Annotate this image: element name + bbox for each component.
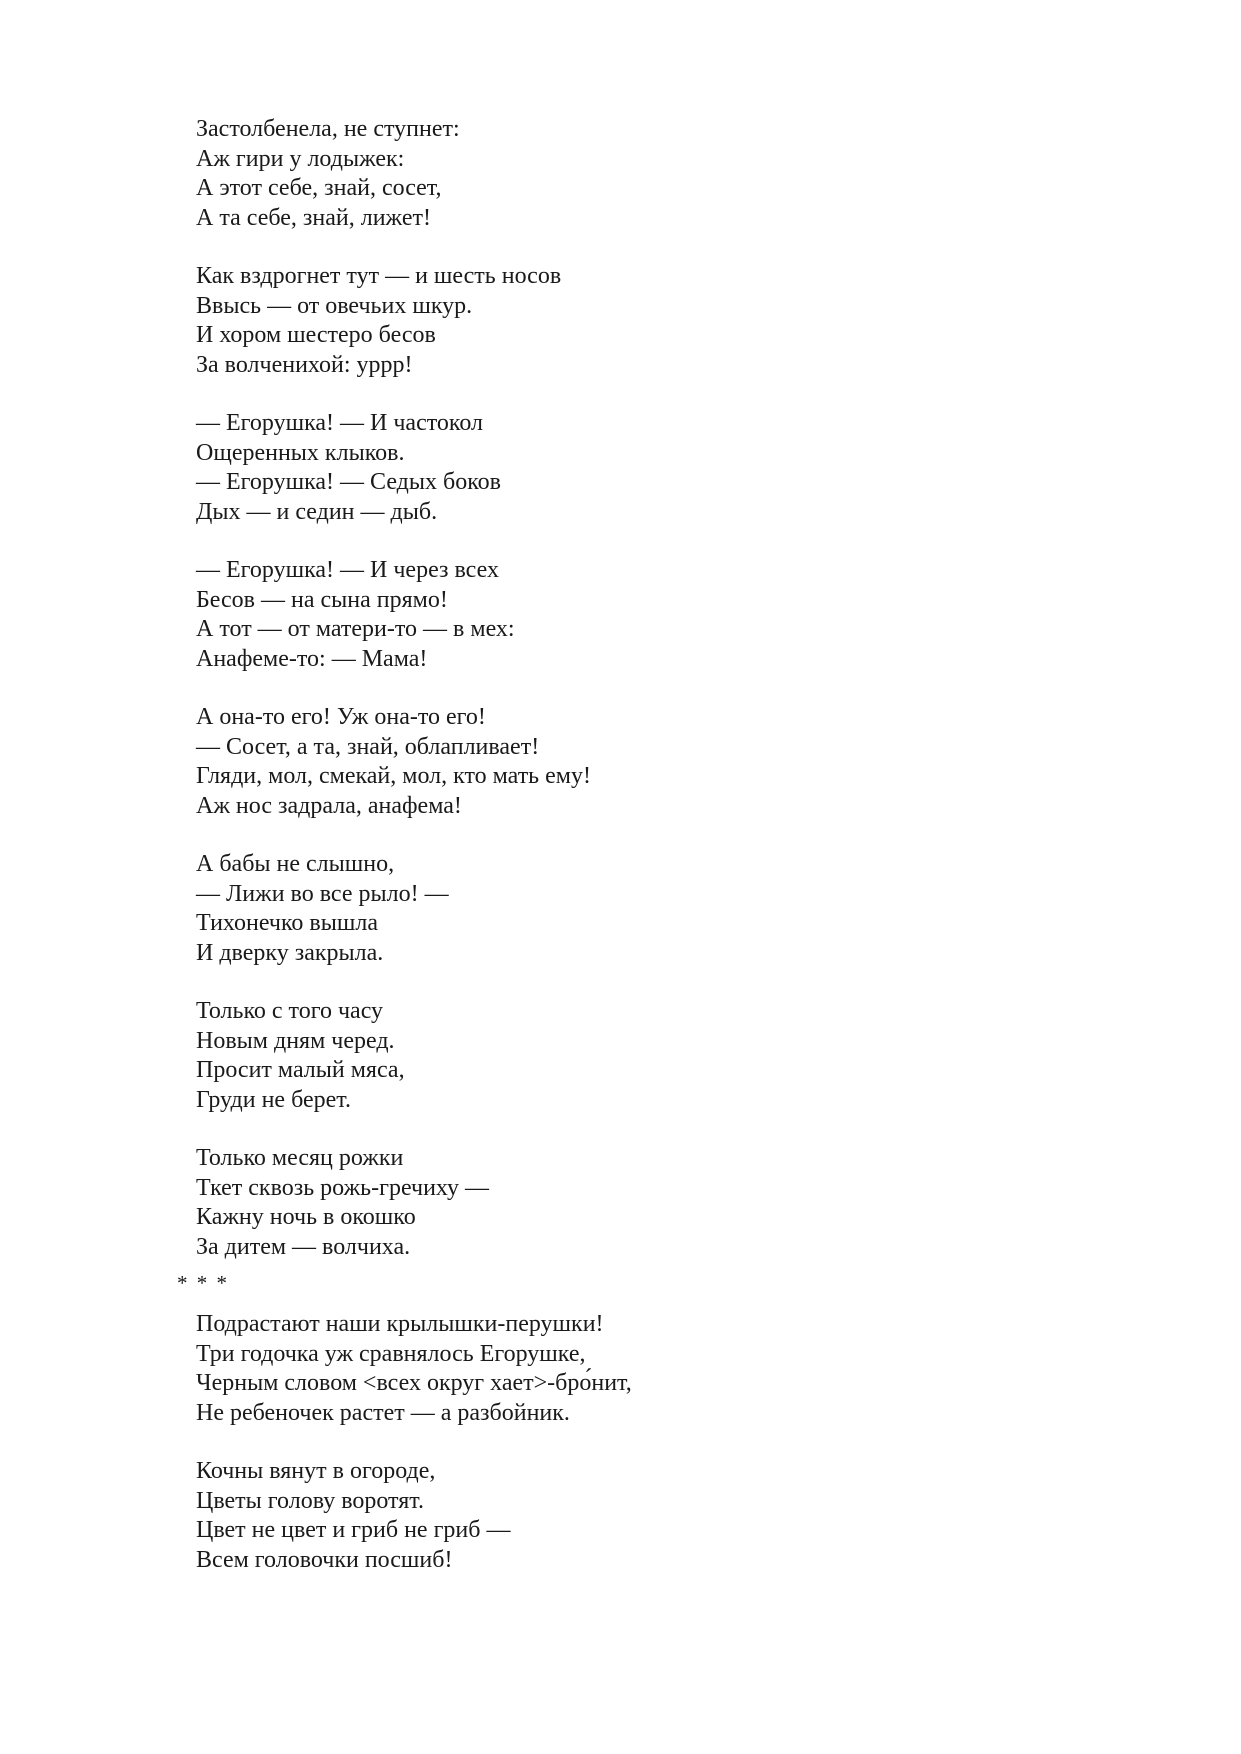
- stanza: [196, 556, 1096, 674]
- poem-line: Всем головочки посшиб!: [196, 1546, 453, 1573]
- poem-line: А тот — от матери-то — в мех:: [196, 616, 515, 642]
- poem-line: — Лижи во все рыло! —: [196, 880, 449, 907]
- stanza: [196, 850, 1096, 968]
- poem-line: Гляди, мол, смекай, мол, кто мать ему!: [196, 763, 591, 789]
- poem-line: Анафеме-то: — Мама!: [196, 645, 428, 672]
- poem-line: За дитем — волчиха.: [196, 1233, 411, 1260]
- poem-line: Бесов — на сына прямо!: [196, 586, 448, 613]
- poem-line: Только с того часу: [196, 998, 384, 1024]
- poem-line: Только месяц рожки: [196, 1145, 404, 1171]
- poem-line: Не ребеночек растет — а разбойник.: [196, 1399, 570, 1426]
- poem-line: Аж гири у лодыжек:: [196, 145, 405, 172]
- stanza: [196, 1144, 1096, 1262]
- stanza: [196, 115, 1096, 233]
- poem-line: Ткет сквозь рожь-гречиху —: [196, 1174, 489, 1201]
- poem-line: — Егорушка! — И через всех: [196, 557, 499, 583]
- poem-line: Дых — и седин — дыб.: [196, 498, 438, 525]
- stanza: [196, 703, 1096, 821]
- poem-line: Цветы голову воротят.: [196, 1487, 424, 1514]
- poem-line: Аж нос задрала, анафема!: [196, 792, 462, 819]
- poem-line: Цвет не цвет и гриб не гриб —: [196, 1517, 511, 1543]
- poem-line: Ощеренных клыков.: [196, 439, 405, 466]
- poem-line: Кажну ночь в окошко: [196, 1204, 416, 1230]
- poem-line: А она-то его! Уж она-то его!: [196, 704, 486, 730]
- poem-text: [177, 115, 1096, 1604]
- stanza: [196, 1310, 1096, 1428]
- poem-line: Кочны вянут в огороде,: [196, 1458, 436, 1484]
- poem-line: А этот себе, знай, сосет,: [196, 175, 442, 201]
- poem-line: Как вздрогнет тут — и шесть носов: [196, 263, 562, 289]
- poem-line: А бабы не слышно,: [196, 851, 395, 877]
- poem-line: Черным словом <всех округ хает>-бро́нит,: [196, 1370, 632, 1396]
- section-separator: * * *: [177, 1271, 229, 1295]
- poem-line: За волченихой: уррр!: [196, 351, 413, 378]
- poem-line: Груди не берет.: [196, 1086, 351, 1113]
- stanza: [196, 997, 1096, 1115]
- stanza: [196, 409, 1096, 527]
- poem-line: И дверку закрыла.: [196, 939, 384, 966]
- poem-line: — Егорушка! — И частокол: [196, 410, 483, 436]
- poem-line: Три годочка уж сравнялось Егорушке,: [196, 1340, 586, 1367]
- stanza: [196, 1457, 1096, 1575]
- poem-line: Ввысь — от овечьих шкур.: [196, 292, 473, 319]
- poem-line: А та себе, знай, лижет!: [196, 204, 431, 231]
- poem-line: — Егорушка! — Седых боков: [196, 469, 501, 495]
- poem-line: Подрастают наши крылышки-перушки!: [196, 1311, 604, 1337]
- stanza: [196, 262, 1096, 380]
- poem-line: Тихонечко вышла: [196, 910, 378, 936]
- poem-line: И хором шестеро бесов: [196, 322, 436, 348]
- poem-line: Просит малый мяса,: [196, 1057, 405, 1083]
- poem-line: — Сосет, а та, знай, облапливает!: [196, 733, 540, 760]
- poem-line: Новым дням черед.: [196, 1027, 395, 1054]
- poem-line: Застолбенела, не ступнет:: [196, 116, 460, 142]
